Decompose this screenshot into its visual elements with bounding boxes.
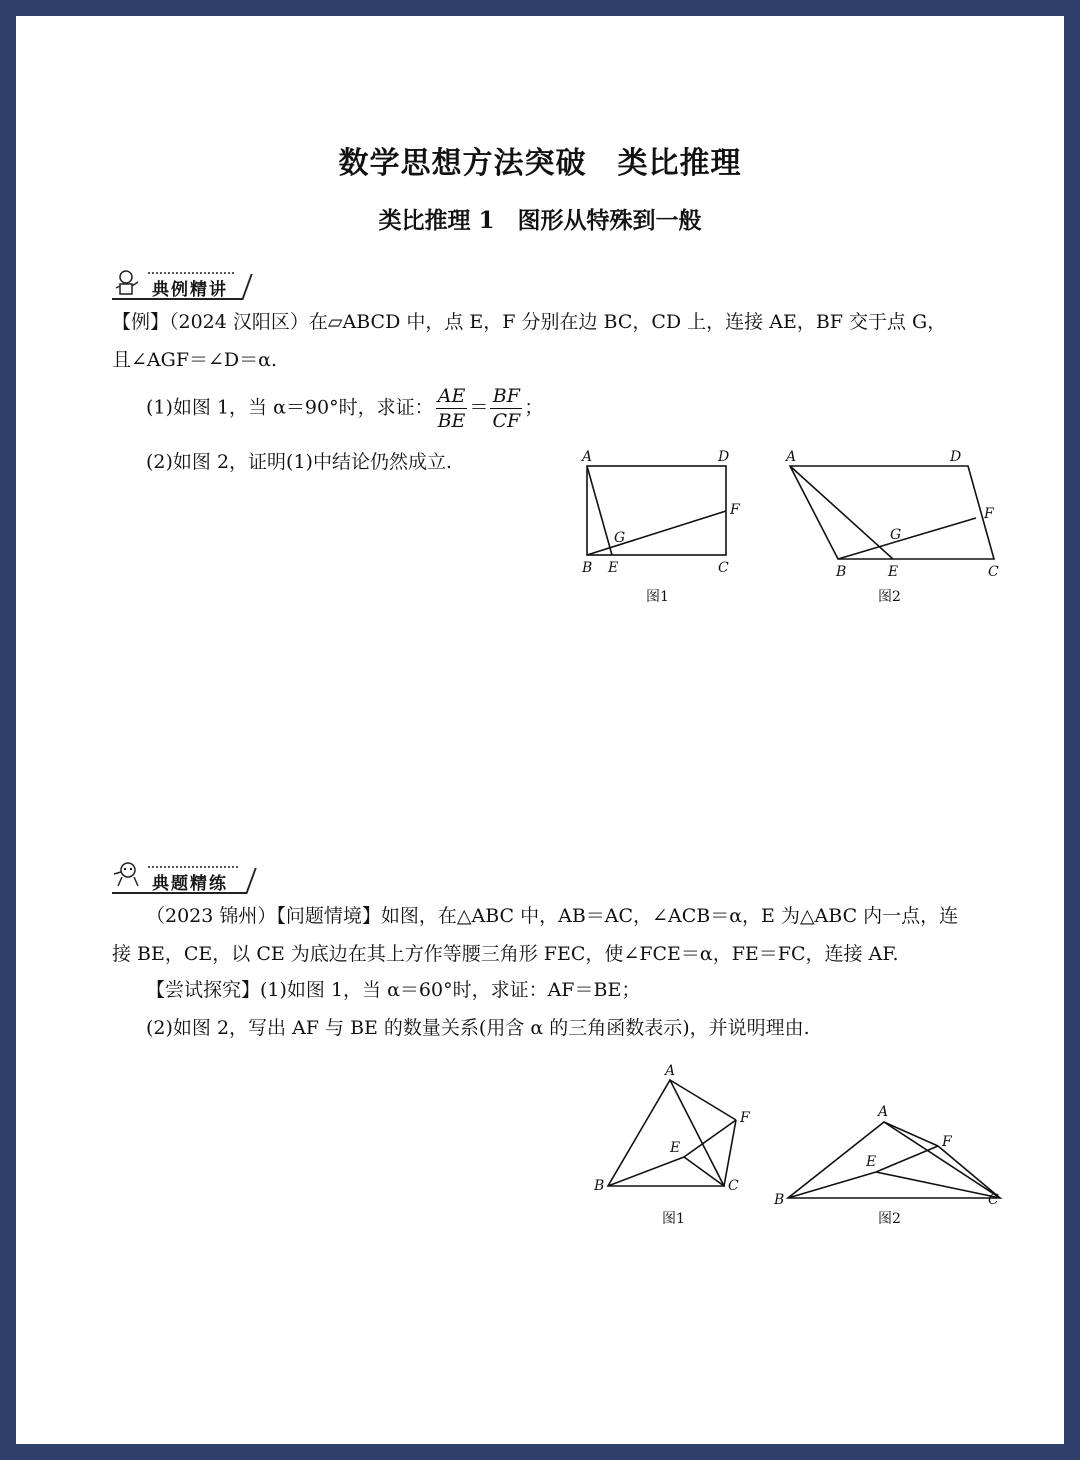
fraction-numerator: AE [436, 384, 468, 409]
point-label-f: F [942, 1134, 952, 1150]
point-label-c: C [988, 564, 999, 580]
fraction-denominator: CF [492, 410, 521, 432]
point-label-b: B [594, 1178, 605, 1194]
figure-rectangle [572, 446, 772, 586]
figure-parallelogram [778, 446, 1018, 586]
point-label-b: B [774, 1192, 785, 1208]
problem-text-line-1: （2023 锦州）【问题情境】如图，在△ABC 中，AB＝AC，∠ACB＝α，E 为△ABC 内一点，连 [146, 905, 959, 927]
example-text-line-2: 且∠AGF＝∠D＝α. [112, 349, 278, 371]
equals-sign: ＝ [469, 396, 489, 419]
point-label-e: E [670, 1140, 681, 1156]
point-label-d: D [950, 449, 962, 465]
point-label-a: A [665, 1063, 676, 1079]
point-label-g: G [614, 530, 626, 546]
cartoon-mascot-icon [112, 860, 150, 890]
document-page [16, 16, 1064, 1444]
figure-caption-3: 图1 [662, 1211, 685, 1227]
point-label-e: E [888, 564, 899, 580]
point-label-c: C [988, 1192, 999, 1208]
point-label-f: F [730, 502, 740, 518]
fraction-denominator: BE [437, 410, 466, 432]
problem-text-line-3: 【尝试探究】(1)如图 1，当 α＝60°时，求证：AF＝BE； [146, 979, 641, 1001]
page-title: 数学思想方法突破 类比推理 [338, 146, 742, 181]
point-label-a: A [786, 449, 797, 465]
cartoon-mascot-icon [112, 268, 146, 296]
point-label-e: E [608, 560, 619, 576]
question-1-suffix: ； [524, 396, 544, 419]
section-badge-practice [112, 866, 246, 894]
section-badge-examples [112, 272, 242, 300]
point-label-f: F [740, 1110, 750, 1126]
point-label-c: C [718, 560, 729, 576]
figure-caption-1: 图1 [646, 589, 669, 605]
question-1-prefix: (1)如图 1，当 α＝90°时，求证： [146, 396, 434, 419]
problem-text-line-2: 接 BE，CE，以 CE 为底边在其上方作等腰三角形 FEC，使∠FCE＝α，FE＝FC，连接 AF. [112, 943, 899, 965]
figure-triangle-1 [592, 1060, 762, 1200]
fraction-numerator: BF [490, 384, 522, 409]
question-1 [146, 384, 543, 433]
point-label-a: A [582, 449, 593, 465]
point-label-e: E [866, 1154, 877, 1170]
point-label-b: B [836, 564, 847, 580]
fraction-bf-cf [490, 384, 522, 433]
point-label-f: F [984, 506, 994, 522]
section-badge-label: 典题精练 [152, 874, 228, 894]
point-label-g: G [890, 527, 902, 543]
point-label-b: B [582, 560, 593, 576]
figure-caption-2: 图2 [878, 589, 901, 605]
question-2: (2)如图 2，证明(1)中结论仍然成立. [146, 451, 452, 473]
page-subtitle: 类比推理 1 图形从特殊到一般 [378, 207, 702, 234]
figure-triangle-2 [772, 1096, 1012, 1216]
point-label-a: A [878, 1104, 889, 1120]
example-text-line-1: 【例】（2024 汉阳区）在▱ABCD 中，点 E，F 分别在边 BC，CD 上，连接 AE，BF 交于点 G， [112, 311, 947, 333]
fraction-ae-be [436, 384, 468, 433]
problem-text-line-4: (2)如图 2，写出 AF 与 BE 的数量关系(用含 α 的三角函数表示)，并说明理由. [146, 1017, 810, 1039]
point-label-d: D [718, 449, 730, 465]
figure-caption-4: 图2 [878, 1211, 901, 1227]
section-badge-label: 典例精讲 [152, 280, 228, 300]
point-label-c: C [728, 1178, 739, 1194]
